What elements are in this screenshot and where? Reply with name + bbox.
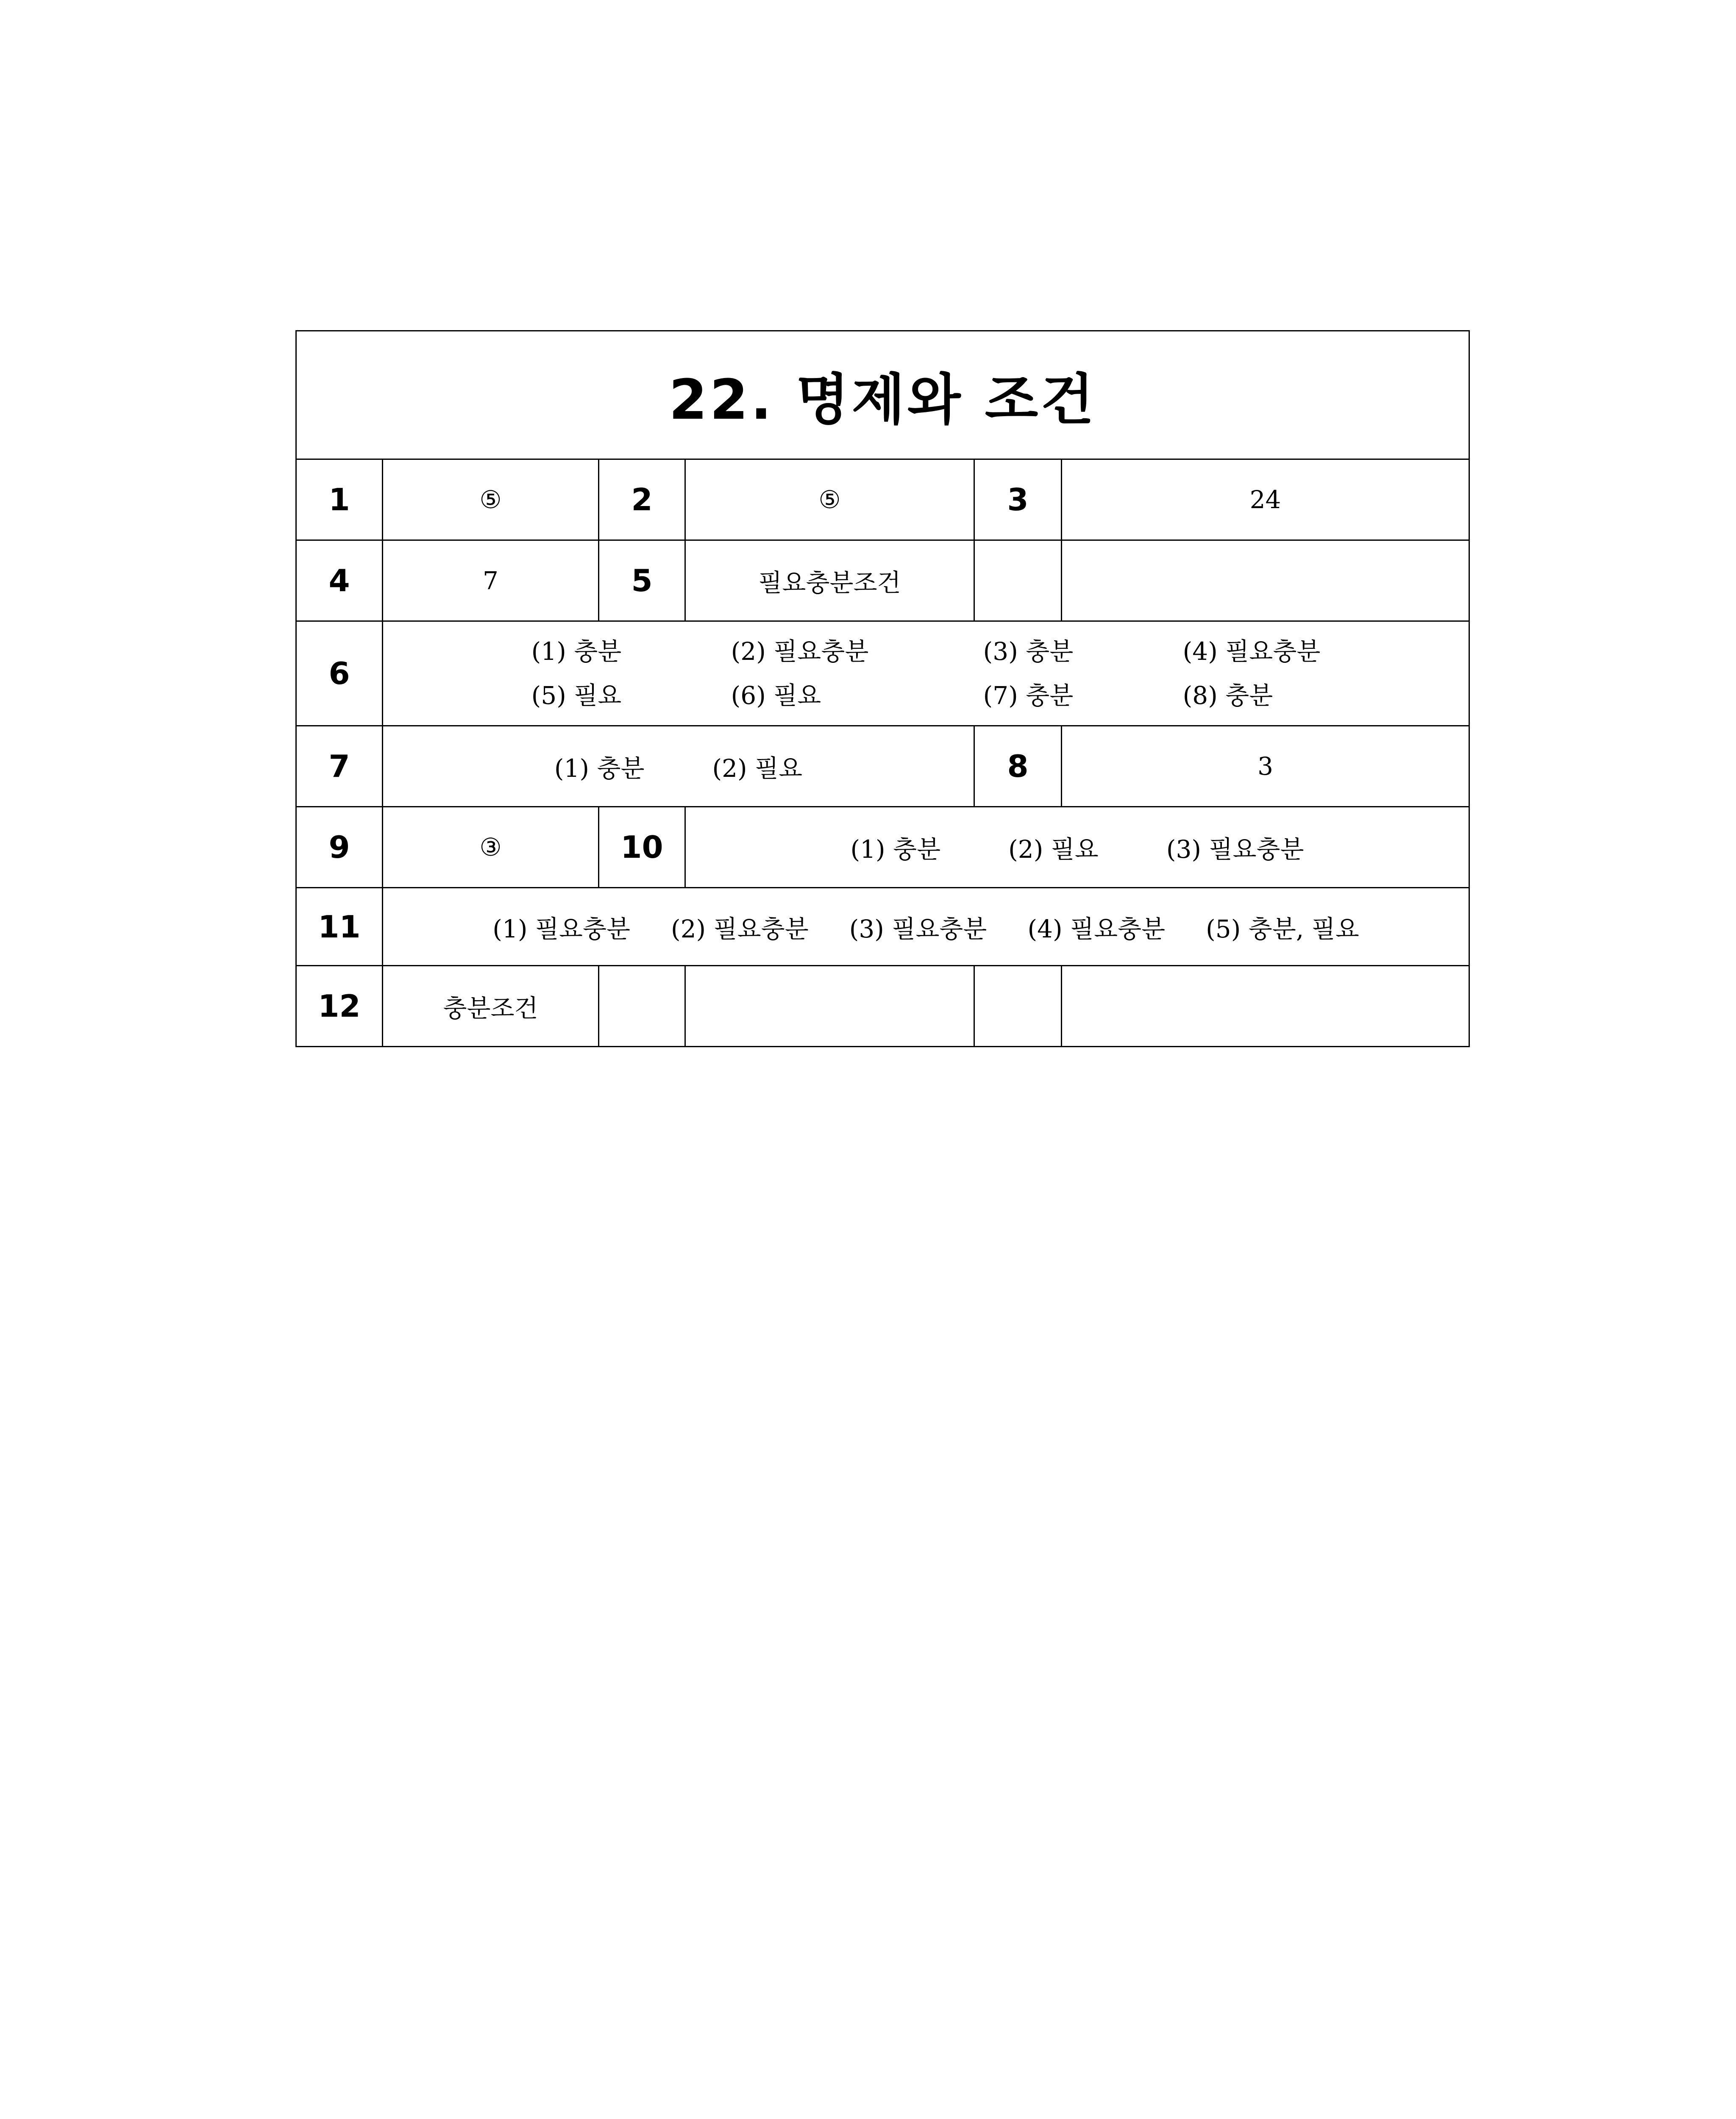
answer-line [531,673,1321,717]
question-number: 9 [296,807,383,888]
question-number: 3 [974,459,1062,540]
answer-cell [383,726,974,807]
sub-answer: (1) 충분 [850,835,941,864]
question-number: 7 [296,726,383,807]
sub-answer: (2) 필요 [712,754,803,783]
sub-answer: (3) 충분 [983,637,1074,666]
question-number: 6 [296,621,383,726]
table-row [296,807,1469,888]
sub-answer: (5) 필요 [531,681,622,710]
sub-answer: (4) 필요충분 [1182,637,1321,666]
sub-answer: (6) 필요 [731,681,821,710]
empty-cell [685,966,974,1047]
sub-answer: (7) 충분 [983,681,1074,710]
empty-cell [1062,966,1469,1047]
page-title: 22. 명제와 조건 [296,331,1469,459]
answer-cell: 24 [1062,459,1469,540]
sub-answer: (1) 충분 [531,637,622,666]
table-row [296,621,1469,726]
sub-answer: (1) 필요충분 [492,914,631,943]
answer-grid [531,629,1321,717]
answer-line [531,629,1321,673]
sub-answer: (8) 충분 [1182,681,1273,710]
title-row [296,331,1469,459]
table-row [296,540,1469,621]
question-number: 2 [599,459,685,540]
answer-cell [383,621,1469,726]
sub-answer: (4) 필요충분 [1027,914,1166,943]
empty-cell [599,966,685,1047]
question-number: 5 [599,540,685,621]
empty-cell [974,540,1062,621]
table-row [296,459,1469,540]
answer-cell: 필요충분조건 [685,540,974,621]
answer-cell [685,807,1469,888]
empty-cell [974,966,1062,1047]
answer-table [295,330,1470,1047]
answer-cell [383,888,1469,966]
question-number: 11 [296,888,383,966]
answer-cell: 3 [1062,726,1469,807]
answer-cell: ⑤ [685,459,974,540]
question-number: 4 [296,540,383,621]
sub-answer: (3) 필요충분 [849,914,987,943]
sub-answer: (5) 충분, 필요 [1206,914,1359,943]
question-number: 10 [599,807,685,888]
table-row [296,726,1469,807]
answer-cell: ⑤ [383,459,599,540]
answer-cell: 충분조건 [383,966,599,1047]
question-number: 12 [296,966,383,1047]
sub-answer: (2) 필요 [1008,835,1099,864]
answer-cell: 7 [383,540,599,621]
table-row [296,966,1469,1047]
question-number: 1 [296,459,383,540]
sub-answer: (1) 충분 [554,754,645,783]
question-number: 8 [974,726,1062,807]
empty-cell [1062,540,1469,621]
table-row [296,888,1469,966]
sub-answer: (2) 필요충분 [671,914,809,943]
sub-answer: (3) 필요충분 [1166,835,1304,864]
answer-cell: ③ [383,807,599,888]
sub-answer: (2) 필요충분 [731,637,869,666]
